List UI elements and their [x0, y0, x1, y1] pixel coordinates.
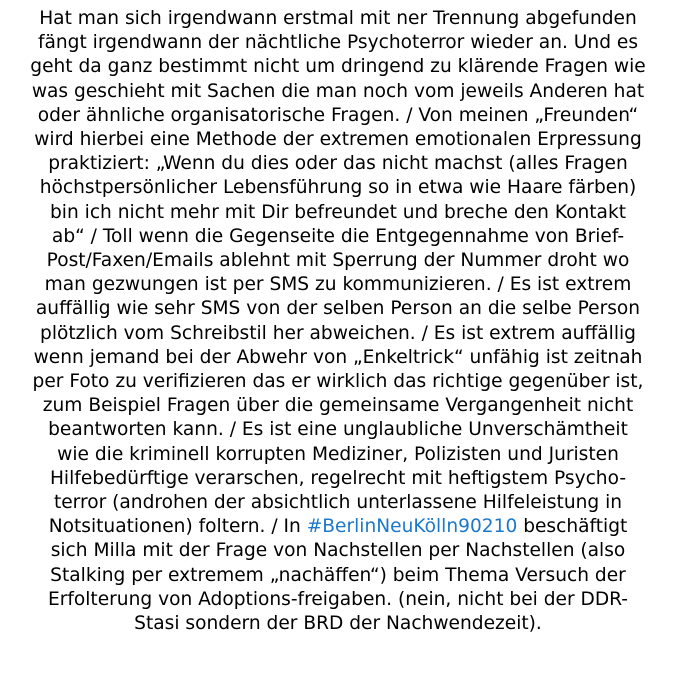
text-line: zum Beispiel Fragen über die gemeinsame Vergangenheit nicht [42, 395, 634, 417]
text-line: per Foto zu verifizieren das er wirklich das richtige gegenüber ist, [32, 371, 644, 393]
text-line: Hilfebedürftige verarschen, regelrecht mit heftigstem Psycho- [49, 467, 627, 489]
text-line: Stalking per extremem „nachäffen“) beim Thema Versuch der [50, 564, 626, 586]
text-line: man gezwungen ist per SMS zu kommunizieren. / Es ist extrem [44, 274, 632, 296]
hashtag-link[interactable]: #BerlinNeuKölln90210 [306, 516, 518, 538]
text-line: geht da ganz bestimmt nicht um dringend zu klärende Fragen wie [30, 56, 646, 78]
text-segment: beschäftigt [517, 516, 628, 538]
text-line: Hat man sich irgendwann erstmal mit ner Trennung abgefunden [39, 8, 637, 29]
text-line: auffällig wie sehr SMS von der selben Person an die selbe Person [35, 298, 641, 320]
text-line: wie die kriminell korrupten Mediziner, Polizisten und Juristen [57, 443, 619, 465]
text-line: oder ähnliche organisatorische Fragen. / Von meinen „Freunden“ [37, 104, 639, 126]
text-line: sich Milla mit der Frage von Nachstellen per Nachstellen (also [50, 540, 626, 562]
text-line: praktiziert: „Wenn du dies oder das nicht machst (alles Fragen [48, 153, 628, 175]
text-line: beantworten kann. / Es ist eine unglaubliche Unverschämtheit [48, 419, 628, 441]
text-line: wird hierbei eine Methode der extremen emotionalen Erpressung [34, 129, 642, 151]
text-line: fängt irgendwann der nächtliche Psychoterror wieder an. Und es [37, 32, 639, 54]
text-line-with-hashtag [6, 515, 670, 539]
text-segment: Notsituationen) foltern. / In [48, 516, 307, 538]
post-text [6, 7, 670, 636]
text-line: Stasi sondern der BRD der Nachwendezeit). [134, 613, 542, 635]
text-line: ab“ / Toll wenn die Gegenseite die Entgegennahme von Brief- [51, 225, 625, 247]
text-line: höchstpersönlicher Lebensführung so in etwa wie Haare färben) [39, 177, 637, 199]
text-line: was geschieht mit Sachen die man noch vom jeweils Anderen hat [31, 80, 645, 102]
text-line: plötzlich vom Schreibstil her abweichen. / Es ist extrem auffällig [40, 322, 636, 344]
text-line: terror (androhen der absichtlich unterlassene Hilfeleistung in [53, 492, 623, 514]
text-line: bin ich nicht mehr mit Dir befreundet und breche den Kontakt [49, 201, 626, 223]
text-line: wenn jemand bei der Abwehr von „Enkeltrick“ unfähig ist zeitnah [33, 346, 643, 368]
text-line: Erfolterung von Adoptions-freigaben. (nein, nicht bei der DDR- [47, 588, 629, 610]
text-line: Post/Faxen/Emails ablehnt mit Sperrung der Nummer droht wo [46, 250, 630, 272]
